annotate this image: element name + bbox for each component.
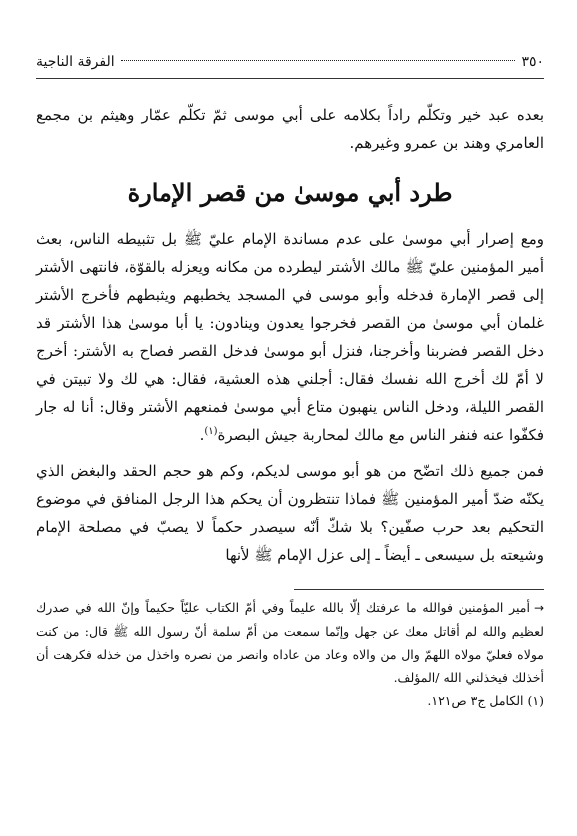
footnote-continuation (36, 596, 544, 689)
footnote-ref-1[interactable]: (١) (204, 426, 218, 437)
footnote-continuation-text: أمير المؤمنين فوالله ما عرفتك إلّا بالله عليماً وفي أمّ الكتاب عليّاً حكيماً وإنّ الله في صدرك لعظيم والله لم أقاتل معك عن جهل وإنّما سمعت من أمّ سلمة أنّ رسول الله ﷺ قال: من كنت مولاه فعليّ مولاه اللهمّ وال من والاه وعاد من عاداه وانصر من نصره واخذل من خذله فكرهت أن أخذلك فيخذلني الله /المؤلف. (36, 600, 544, 685)
page-number: ٣٥٠ (521, 54, 544, 70)
section-title: طرد أبي موسىٰ من قصر الإمارة (127, 178, 453, 207)
body-paragraph-1-text: ومع إصرار أبي موسىٰ على عدم مساندة الإمام عليّ ﷺ بل تثبيطه الناس، بعث أمير المؤمنين عليّ ﷺ مالك الأشتر ليطرده من مكانه ويعزله بالقوّة، فانتهى الأشتر إلى قصر الإمارة فدخله وأبو موسى في المسجد يخطبهم ويثبطهم فأخرج الأشتر غلمان أبي موسىٰ من القصر فخرجوا يعدون وينادون: يا أبا موسىٰ هذا الأشتر قد دخل القصر فضربنا وأخرجنا، فنزل أبو موسىٰ فدخل القصر فصاح به الأشتر: أخرج لا أمّ لك أخرج الله نفسك فقال: أجلني هذه العشية، فقال: هي لك ولا تبيتن في القصر الليلة، ودخل الناس ينهبون متاع أبي موسىٰ فمنعهم الأشتر وقال: أنا له جار فكفّوا عنه فنفر الناس مع مالك لمحاربة جيش البصرة (36, 230, 544, 444)
footnotes (36, 596, 544, 712)
document-page (36, 52, 544, 712)
running-title: الفرقة الناجية (36, 54, 115, 70)
footnote-rule (294, 589, 544, 590)
footnote-1: (١) الكامل ج٣ ص١٢١. (427, 693, 544, 708)
header-rule (36, 78, 544, 79)
header-dot-leader (121, 60, 516, 61)
running-header (36, 52, 544, 72)
continuation-arrow-icon: → (533, 601, 544, 615)
body-paragraph-1: ومع إصرار أبي موسىٰ على عدم مساندة الإمام عليّ ﷺ بل تثبيطه الناس، بعث أمير المؤمنين عليّ ﷺ مالك الأشتر ليطرده من مكانه ويعزله بالقوّة، فانتهى الأشتر إلى قصر الإمارة فدخله وأبو موسى في المسجد يخطبهم ويثبطهم فأخرج الأشتر غلمان أبي موسىٰ من القصر فخرجوا يعدون وينادون: يا أبا موسىٰ هذا الأشتر قد دخل القصر فضربنا وأخرجنا، فنزل أبو موسىٰ فدخل القصر فصاح به الأشتر: أخرج لا أمّ لك أخرج الله نفسك فقال: أجلني هذه العشية، فقال: هي لك ولا تبيتن في القصر الليلة، ودخل الناس ينهبون متاع أبي موسىٰ فمنعهم الأشتر وقال: أنا له جار فكفّوا عنه فنفر الناس مع مالك لمحاربة جيش البصرة$^{(١)}$. (36, 230, 544, 444)
intro-paragraph: بعده عبد خير وتكلّم راداً بكلامه على أبي موسى ثمّ تكلّم عمّار وهيثم بن مجمع العامري وهند بن عمرو وغيرهم. (36, 106, 544, 152)
body-paragraph-2: فمن جميع ذلك اتضّح من هو أبو موسى لديكم، وكم هو حجم الحقد والبغض الذي يكنّه ضدّ أمير المؤمنين ﷺ فماذا تنتظرون أن يحكم هذا الرجل المنافق في موضوع التحكيم بعد حرب صفّين؟ بلا شكّ أنّه سيصدر حكماً لا يصبّ في مصلحة الإمام وشيعته بل سيسعى ـ أيضاً ـ إلى عزل الإمام ﷺ لأنها (36, 462, 544, 564)
